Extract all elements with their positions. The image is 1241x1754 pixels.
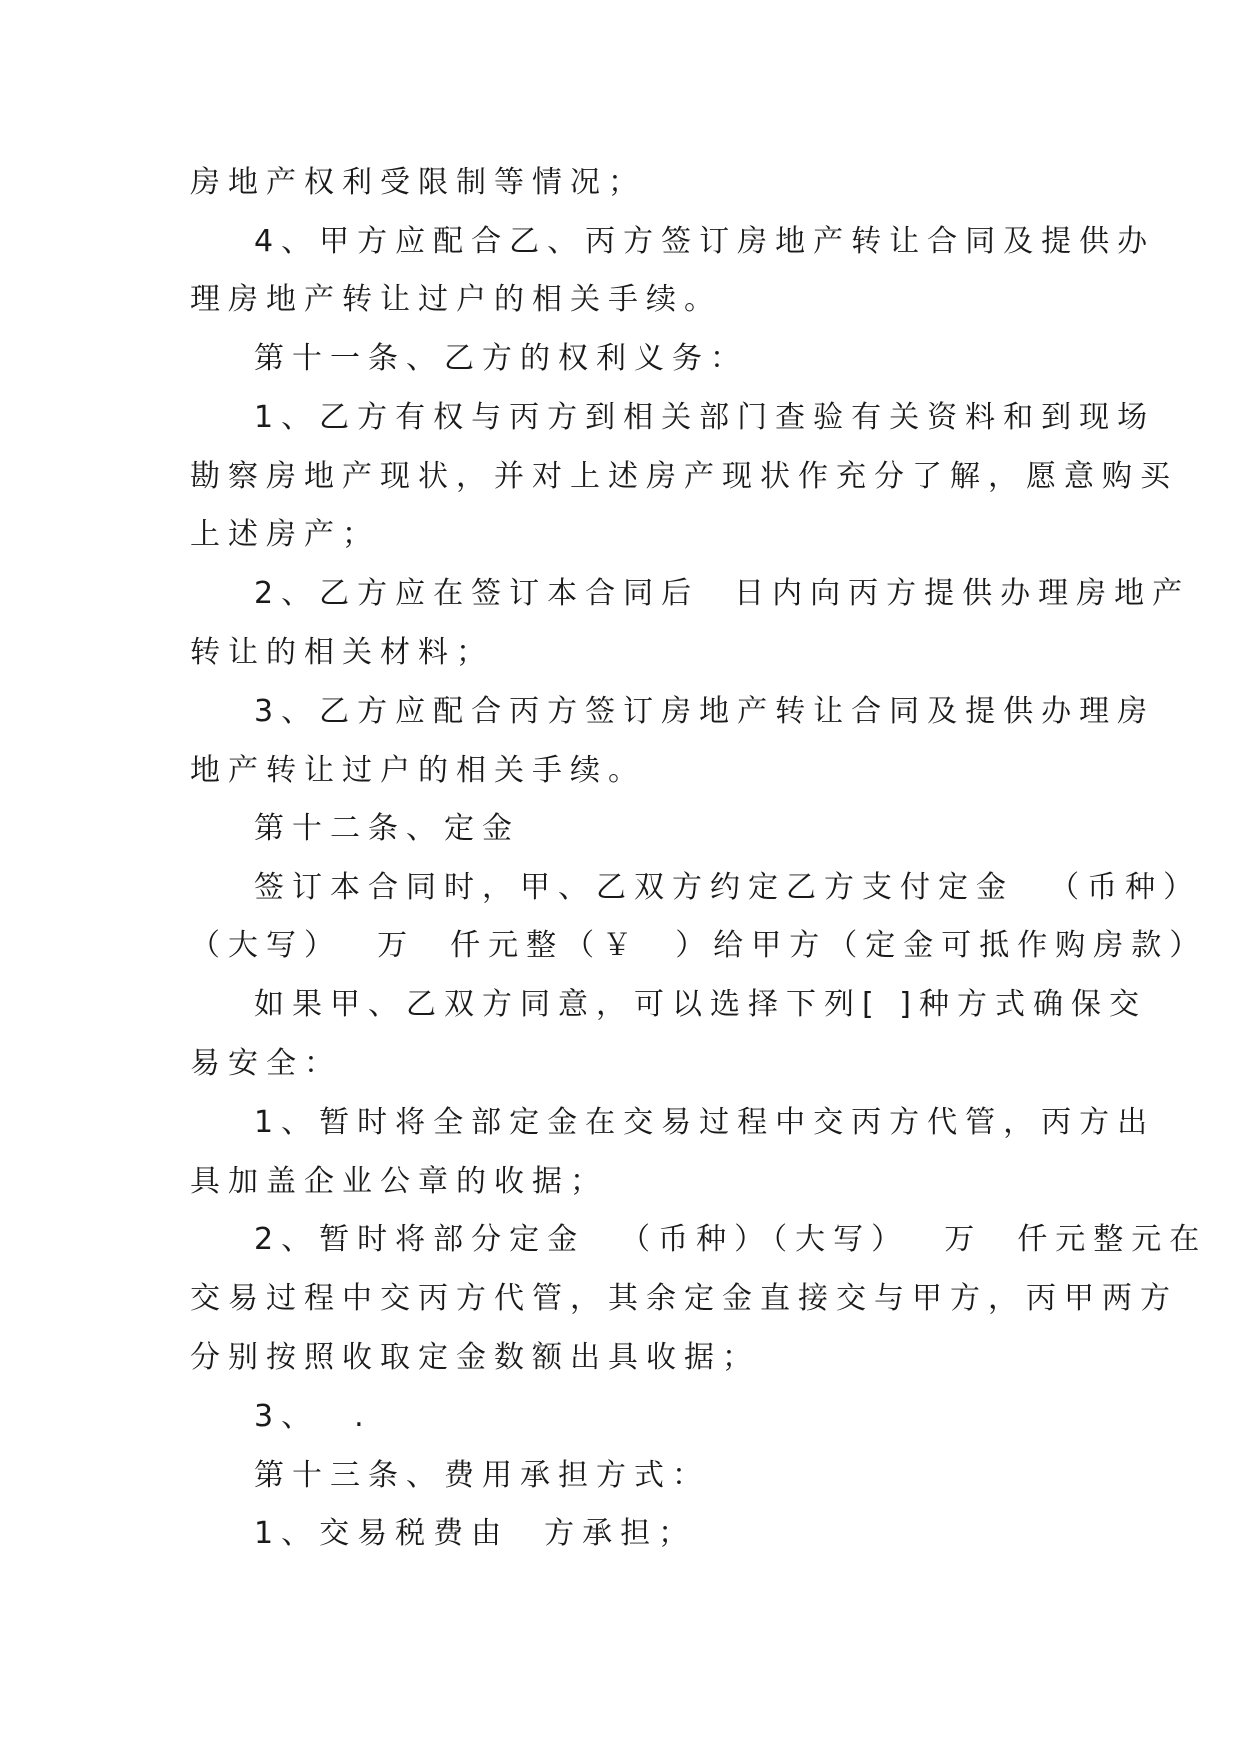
section-heading: 第十二条、定金	[254, 811, 520, 846]
text-line: 理房地产转让过户的相关手续。	[190, 282, 722, 317]
text-line: 1、交易税费由 方承担；	[254, 1516, 697, 1551]
text-line: 转让的相关材料；	[190, 635, 494, 670]
text-line: 地产转让过户的相关手续。	[190, 753, 646, 788]
text-line: （大写） 万 仟元整（￥ ）给甲方（定金可抵作购房款）	[190, 928, 1208, 963]
text-line: 具加盖企业公章的收据；	[190, 1164, 608, 1199]
text-line: 交易过程中交丙方代管，其余定金直接交与甲方，丙甲两方	[190, 1281, 1178, 1316]
text-line: 1、乙方有权与丙方到相关部门查验有关资料和到现场	[254, 400, 1156, 435]
text-line: 3、乙方应配合丙方签订房地产转让合同及提供办理房	[254, 694, 1156, 729]
text-line: 勘察房地产现状，并对上述房产现状作充分了解，愿意购买	[190, 459, 1178, 494]
text-line: 上述房产；	[190, 517, 380, 552]
text-line: 2、暂时将部分定金 （币种）（大写） 万 仟元整元在	[254, 1222, 1208, 1257]
text-line: 1、暂时将全部定金在交易过程中交丙方代管，丙方出	[254, 1105, 1156, 1140]
text-line: 2、乙方应在签订本合同后 日内向丙方提供办理房地产	[254, 576, 1191, 611]
section-heading: 第十三条、费用承担方式：	[254, 1458, 710, 1493]
text-line: 分别按照收取定金数额出具收据；	[190, 1340, 760, 1375]
section-heading: 第十一条、乙方的权利义务：	[254, 341, 748, 376]
text-line: 易安全：	[190, 1046, 342, 1081]
text-line: 如果甲、乙双方同意，可以选择下列[ ]种方式确保交	[254, 987, 1147, 1022]
text-line: 房地产权利受限制等情况；	[190, 165, 646, 200]
text-line: 签订本合同时，甲、乙双方约定乙方支付定金 （币种）	[254, 870, 1202, 905]
text-line: 4、甲方应配合乙、丙方签订房地产转让合同及提供办	[254, 224, 1156, 259]
text-line: 3、 .	[254, 1399, 372, 1434]
